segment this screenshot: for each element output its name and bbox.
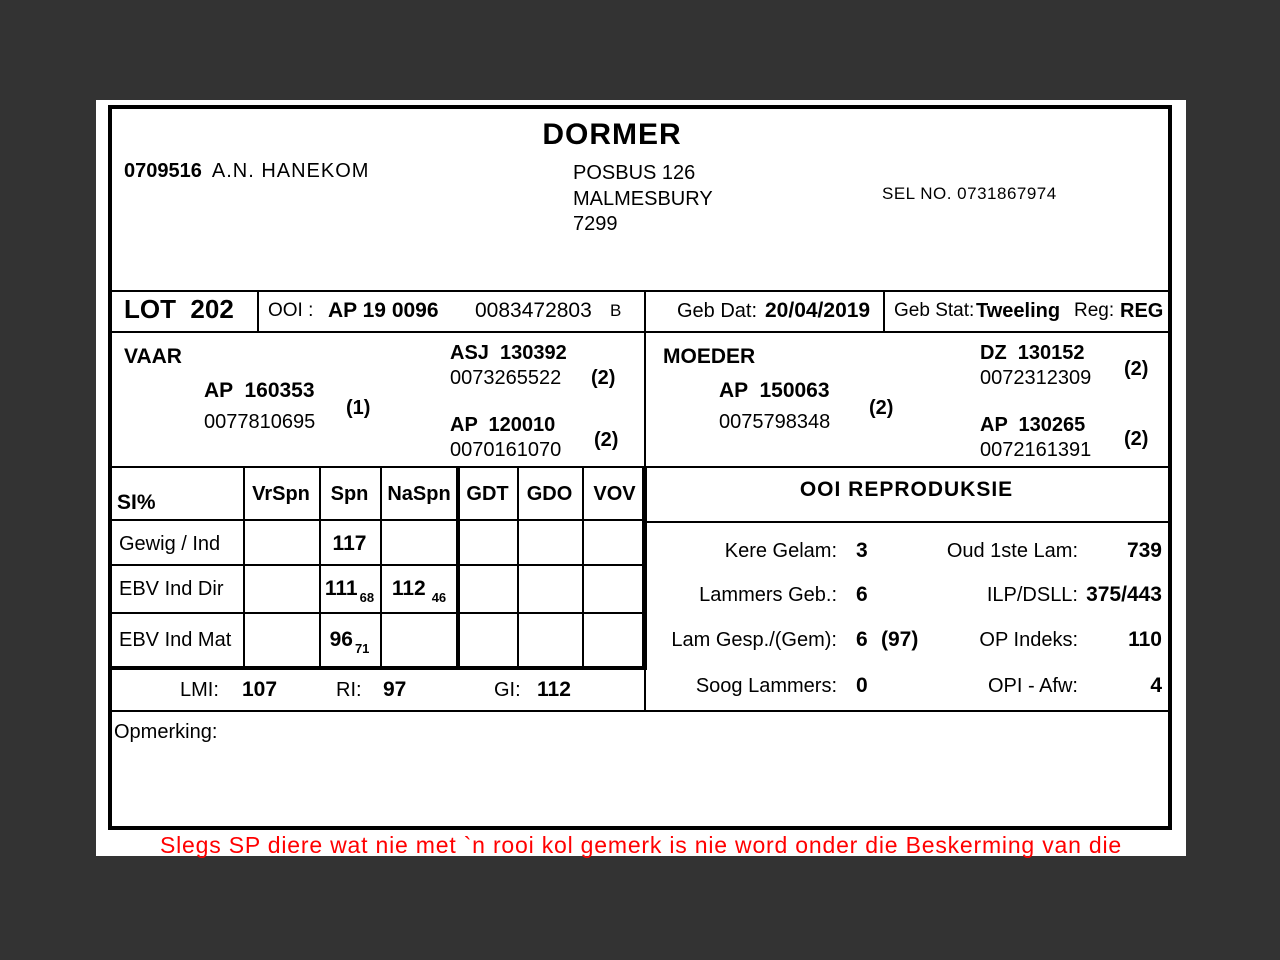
breeder-name: A.N. HANEKOM bbox=[211, 160, 370, 182]
table-row-label: EBV Ind Dir bbox=[119, 578, 224, 600]
sex-code: B bbox=[610, 301, 622, 320]
animal-id: AP 19 0096 bbox=[328, 299, 439, 322]
dam-reg-number: 0075798348 bbox=[719, 411, 831, 433]
repro-label: Lam Gesp./(Gem): bbox=[671, 629, 837, 651]
gi-value: 112 bbox=[537, 678, 571, 701]
gi-label: GI: bbox=[494, 679, 521, 701]
repro-extra-value: (97) bbox=[881, 628, 919, 651]
table-row-label: Gewig / Ind bbox=[119, 533, 221, 555]
maternal-grandsire-reg: 0072312309 bbox=[980, 367, 1092, 389]
table-cell-value: 111 $_{68}$ bbox=[324, 577, 375, 605]
repro-label: Kere Gelam: bbox=[724, 540, 837, 562]
vrspn-column-header: VrSpn bbox=[252, 483, 310, 505]
reproduction-heading: OOI REPRODUKSIE bbox=[799, 478, 1014, 501]
repro-label: Soog Lammers: bbox=[695, 675, 837, 697]
reg-status: REG bbox=[1120, 300, 1164, 322]
maternal-granddam-id: AP 130265 bbox=[980, 414, 1086, 436]
paternal-grandsire-id: ASJ 130392 bbox=[450, 342, 567, 364]
birth-status-label: Geb Stat: bbox=[894, 300, 975, 321]
lot-number: LOT 202 bbox=[124, 294, 234, 324]
divider-line bbox=[112, 290, 1168, 292]
paternal-granddam-reg: 0070161070 bbox=[450, 439, 562, 461]
breed-title: DORMER bbox=[542, 118, 682, 151]
vov-column-header: VOV bbox=[593, 483, 636, 505]
dam-heading: MOEDER bbox=[663, 345, 756, 368]
sire-reg-number: 0077810695 bbox=[204, 411, 316, 433]
divider-line bbox=[112, 519, 645, 521]
repro-label: Lammers Geb.: bbox=[699, 584, 837, 606]
dam-id: AP 150063 bbox=[719, 379, 830, 402]
member-number: 0709516 bbox=[124, 160, 202, 182]
maternal-granddam-reg: 0072161391 bbox=[980, 439, 1092, 461]
paternal-grandsire-mark: (2) bbox=[591, 367, 616, 389]
lmi-label: LMI: bbox=[180, 679, 219, 701]
divider-line bbox=[883, 292, 885, 331]
divider-line bbox=[257, 292, 259, 331]
gdt-column-header: GDT bbox=[466, 483, 509, 505]
card-border-box bbox=[108, 105, 1172, 830]
birth-date: 20/04/2019 bbox=[765, 299, 871, 322]
table-cell-value: 96 $_{71}$ bbox=[329, 628, 370, 656]
naspn-column-header: NaSpn bbox=[387, 483, 451, 505]
spn-column-header: Spn bbox=[330, 483, 369, 505]
maternal-grandsire-id: DZ 130152 bbox=[980, 342, 1085, 364]
repro-label: OP Indeks: bbox=[979, 629, 1078, 651]
dam-mark: (2) bbox=[869, 397, 894, 419]
ri-label: RI: bbox=[336, 679, 362, 701]
sire-id: AP 160353 bbox=[204, 379, 315, 402]
divider-line bbox=[112, 612, 645, 614]
repro-value: 375/443 bbox=[1086, 583, 1162, 606]
remarks-label: Opmerking: bbox=[114, 721, 218, 743]
repro-value: 6 bbox=[856, 628, 868, 651]
sire-mark: (1) bbox=[346, 397, 371, 419]
divider-line bbox=[112, 466, 1168, 468]
divider-line bbox=[112, 564, 645, 566]
ooi-label: OOI : bbox=[268, 300, 314, 321]
ri-value: 97 bbox=[383, 678, 407, 701]
paternal-granddam-id: AP 120010 bbox=[450, 414, 556, 436]
maternal-granddam-mark: (2) bbox=[1124, 428, 1149, 450]
paternal-granddam-mark: (2) bbox=[594, 429, 619, 451]
table-cell-value: 117 bbox=[332, 532, 367, 555]
paternal-grandsire-reg: 0073265522 bbox=[450, 367, 562, 389]
repro-value: 739 bbox=[1126, 539, 1162, 562]
sel-number: SEL NO. 0731867974 bbox=[882, 184, 1057, 203]
birth-date-label: Geb Dat: bbox=[677, 300, 758, 322]
footer-red-notice: Slegs SP diere wat nie met `n rooi kol gemerk is nie word onder die Beskerming van die bbox=[160, 832, 1122, 858]
breeder-line bbox=[124, 160, 369, 182]
animal-reg-number: 0083472803 bbox=[475, 299, 592, 322]
gdo-column-header: GDO bbox=[526, 483, 573, 505]
address-line-1: POSBUS 126 bbox=[573, 162, 696, 184]
address-line-2: MALMESBURY bbox=[573, 188, 713, 210]
table-cell-value: 112 $_{46}$ bbox=[391, 577, 447, 605]
si-column-header: SI% bbox=[117, 491, 156, 514]
reg-status-label: Reg: bbox=[1074, 300, 1115, 321]
repro-label: OPI - Afw: bbox=[987, 675, 1078, 697]
divider-line bbox=[112, 666, 647, 670]
catalog-card bbox=[96, 100, 1186, 856]
repro-label: ILP/DSLL: bbox=[986, 584, 1078, 606]
repro-label: Oud 1ste Lam: bbox=[946, 540, 1078, 562]
lmi-value: 107 bbox=[242, 678, 278, 701]
sire-heading: VAAR bbox=[124, 345, 182, 368]
table-row-label: EBV Ind Mat bbox=[119, 629, 232, 651]
divider-line bbox=[112, 331, 1168, 333]
repro-value: 4 bbox=[1150, 674, 1162, 697]
divider-line bbox=[646, 521, 1168, 523]
maternal-grandsire-mark: (2) bbox=[1124, 358, 1149, 380]
repro-value: 110 bbox=[1128, 628, 1162, 651]
divider-line bbox=[112, 710, 1168, 712]
repro-value: 6 bbox=[856, 583, 868, 606]
birth-status: Tweeling bbox=[976, 300, 1061, 322]
repro-value: 3 bbox=[856, 539, 868, 562]
divider-line bbox=[644, 292, 646, 331]
repro-value: 0 bbox=[856, 674, 868, 697]
address-line-3: 7299 bbox=[573, 213, 618, 235]
